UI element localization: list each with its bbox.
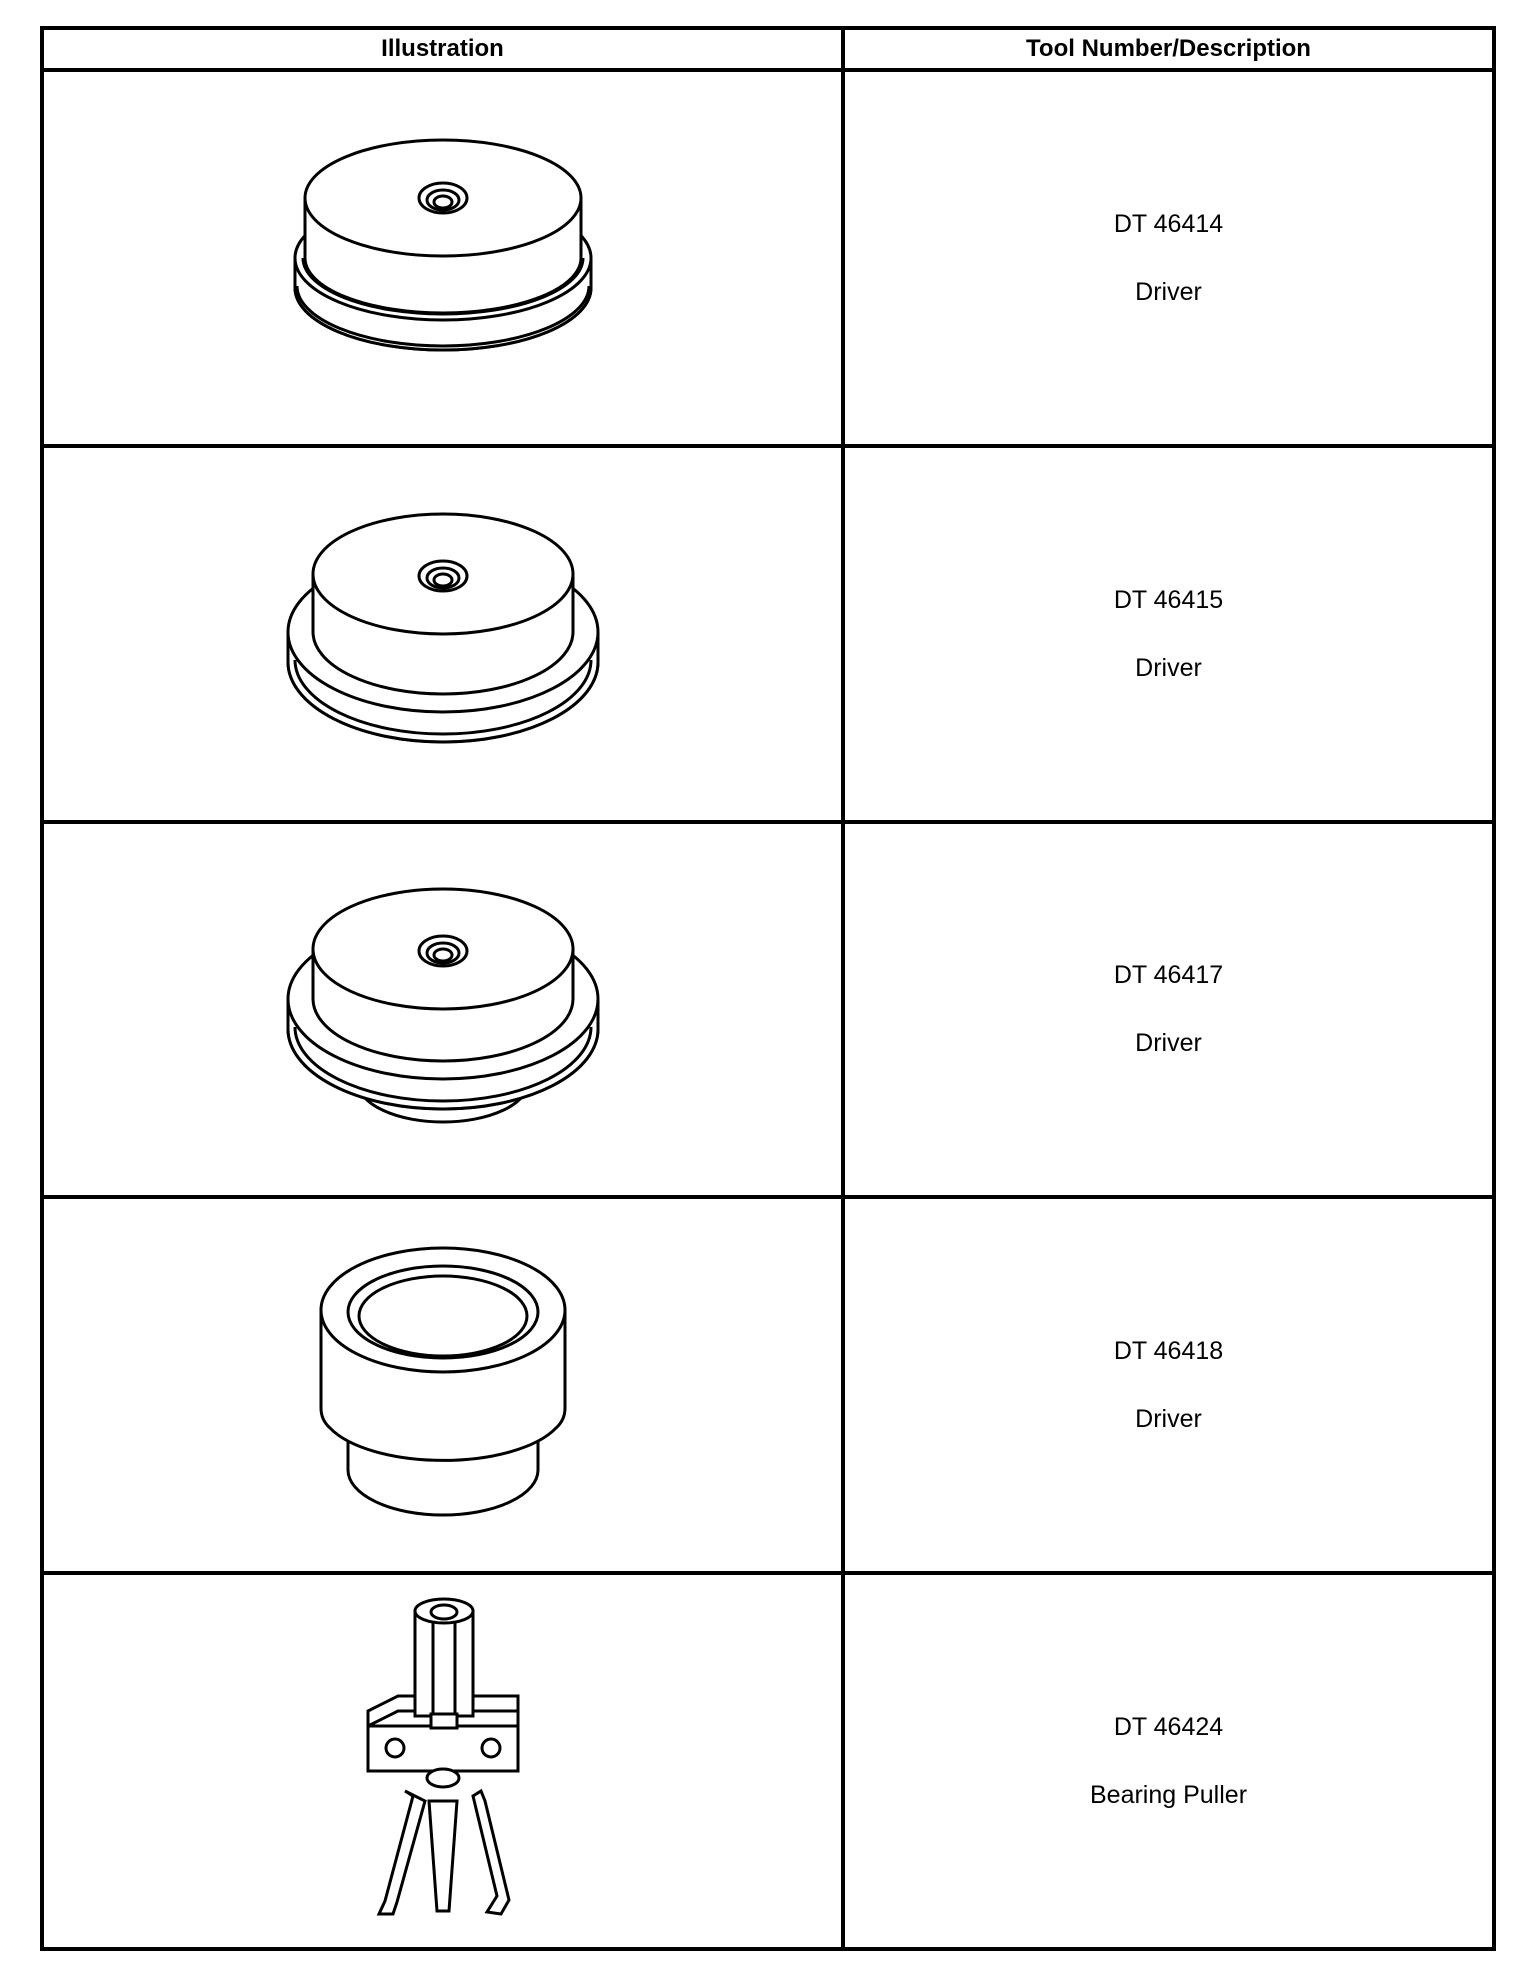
table-row <box>42 1197 1494 1573</box>
illustration-cell <box>42 446 843 822</box>
header-illustration: Illustration <box>42 28 843 70</box>
tool-number: DT 46417 <box>1113 961 1224 990</box>
driver-flat-disc-icon <box>283 138 603 378</box>
special-tools-table <box>40 26 1496 1951</box>
tool-description: Driver <box>1135 1405 1202 1434</box>
driver-stepped-disc-pilot-icon <box>283 887 603 1132</box>
tool-number: DT 46418 <box>1113 1337 1224 1366</box>
tool-number: DT 46414 <box>1113 209 1224 238</box>
driver-cup-icon <box>318 1240 568 1530</box>
tool-description-cell <box>843 446 1494 822</box>
driver-stepped-disc-icon <box>283 514 603 754</box>
table-row <box>42 822 1494 1198</box>
header-tool-number-description: Tool Number/Description <box>843 28 1494 70</box>
table-row <box>42 446 1494 822</box>
tool-description-cell <box>843 1197 1494 1573</box>
tool-description: Driver <box>1135 1029 1202 1058</box>
tool-description-cell <box>843 1573 1494 1949</box>
tool-description: Driver <box>1135 277 1202 306</box>
illustration-cell <box>42 822 843 1198</box>
tool-description: Driver <box>1135 653 1202 682</box>
illustration-cell <box>42 70 843 446</box>
tool-number: DT 46415 <box>1113 585 1224 614</box>
header-row <box>42 28 1494 70</box>
table-row <box>42 1573 1494 1949</box>
illustration-cell <box>42 1573 843 1949</box>
table-row <box>42 70 1494 446</box>
illustration-cell <box>42 1197 843 1573</box>
tool-description-cell <box>843 70 1494 446</box>
tool-description: Bearing Puller <box>1089 1781 1248 1810</box>
bearing-puller-icon <box>353 1596 533 1926</box>
tool-description-cell <box>843 822 1494 1198</box>
tool-number: DT 46424 <box>1113 1713 1224 1742</box>
